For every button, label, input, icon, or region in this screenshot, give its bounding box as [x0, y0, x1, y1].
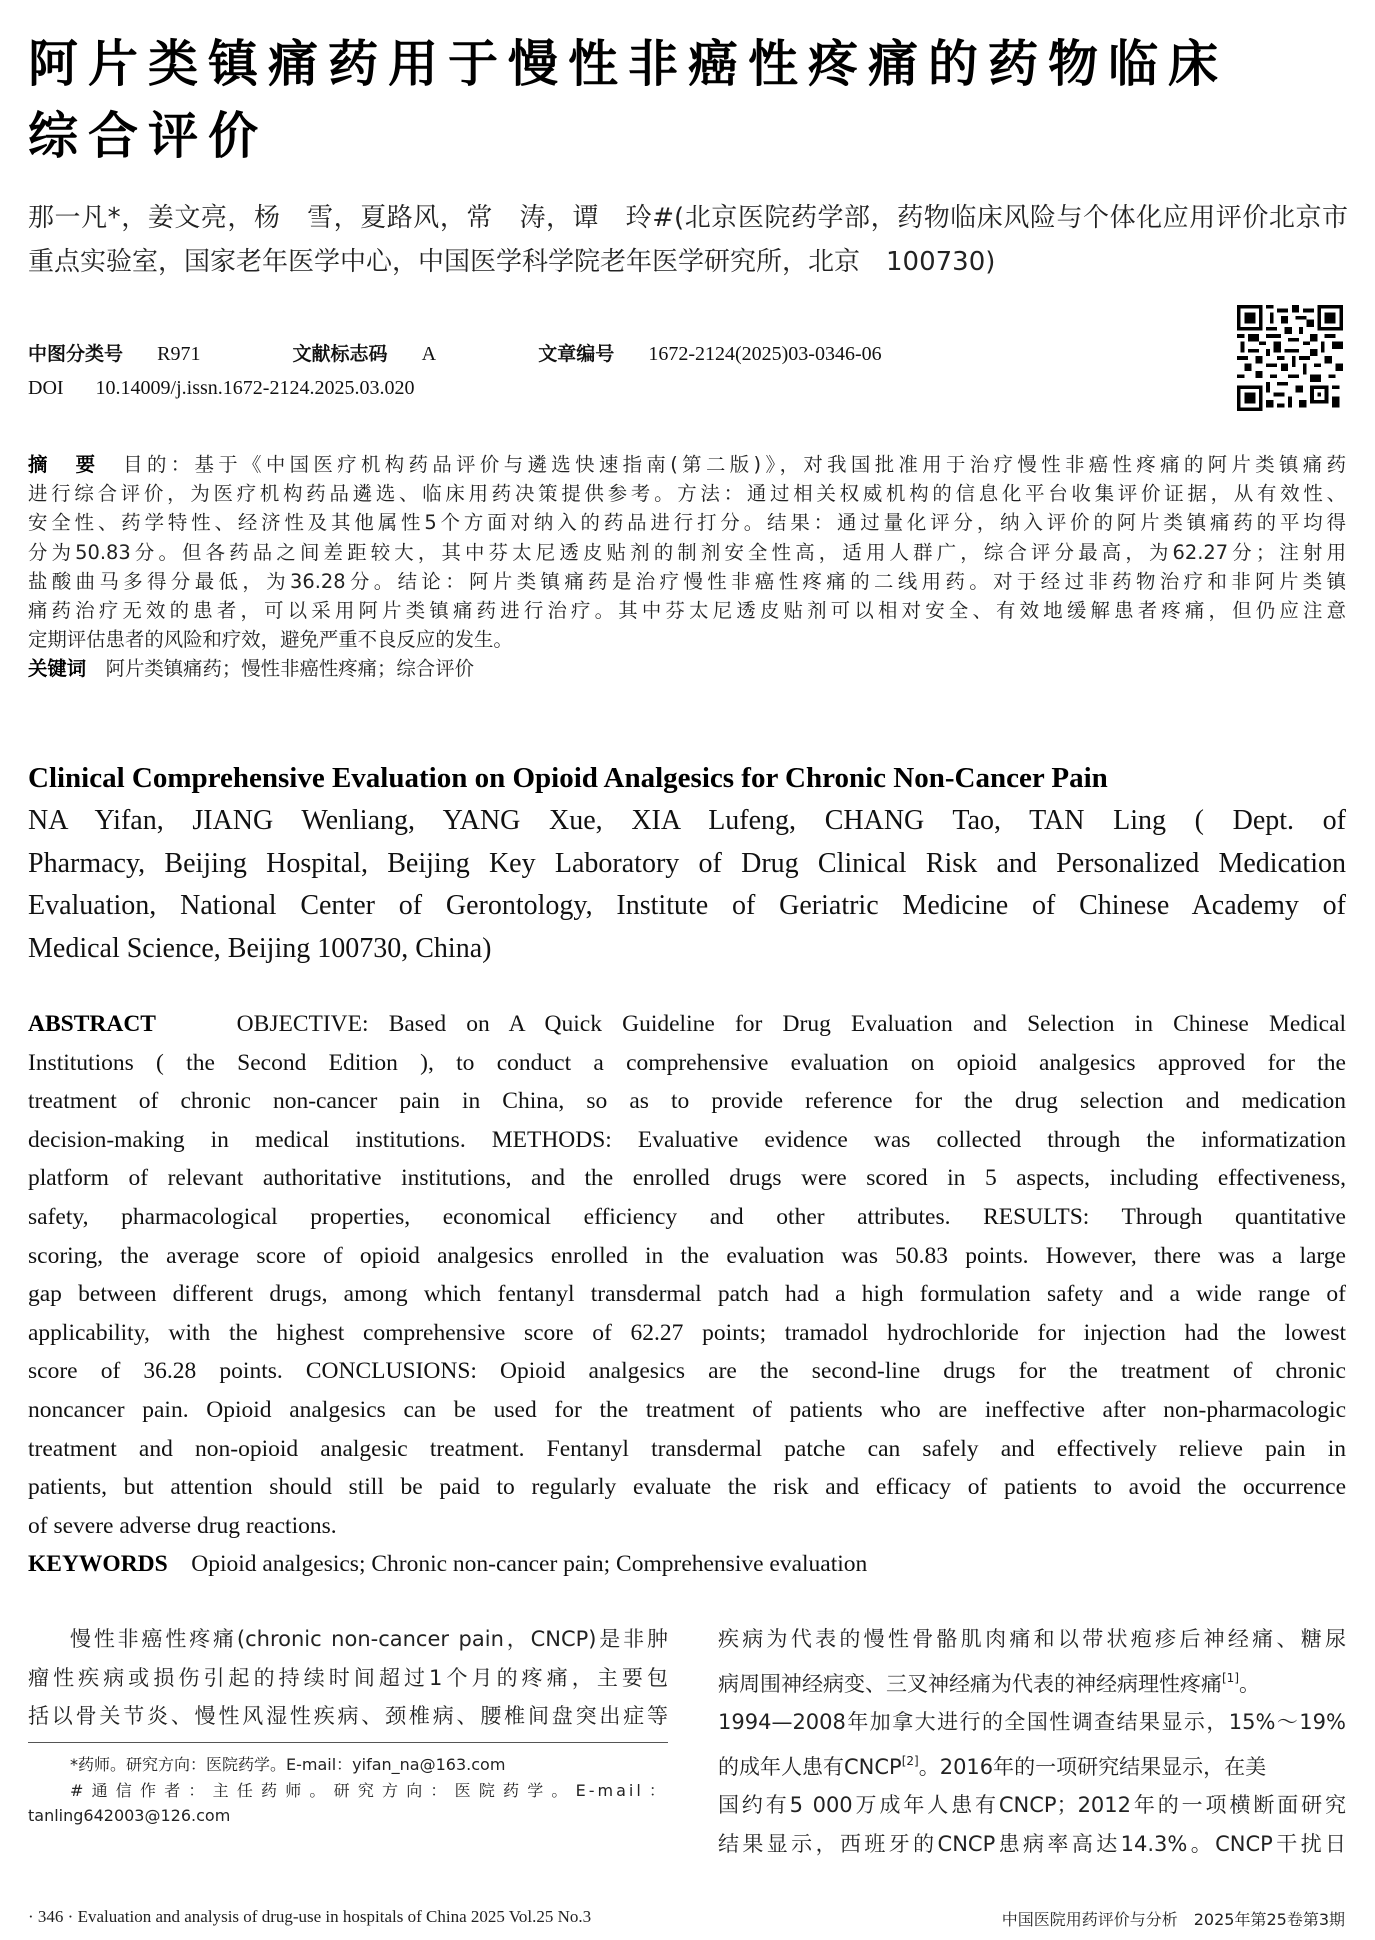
page-footer-left: · 346 · Evaluation and analysis of drug-use in hospitals of China 2025 Vol.25 No.3	[28, 1907, 592, 1926]
abstract-en-line: scoring, the average score of opioid analgesics enrolled in the evaluation was 50.83 points. However, there was a large	[28, 1242, 1346, 1269]
abstract-en-line: of severe adverse drug reactions.	[28, 1512, 337, 1539]
authors-en-line: Evaluation, National Center of Gerontology, Institute of Geriatric Medicine of Chinese Academy of	[28, 890, 1346, 921]
abstract-zh-line: 分为50.83分。但各药品之间差距较大，其中芬太尼透皮贴剂的制剂安全性高，适用人群广，综合评分最高，为62.27分；注射用	[28, 540, 1346, 564]
footnote-corresponding: #通信作者：主任药师。研究方向：医院药学。E-mail：	[70, 1780, 668, 1800]
abstract-en-line: Institutions ( the Second Edition ), to conduct a comprehensive evaluation on opioid analgesics approved for the	[28, 1049, 1346, 1076]
article-title-zh	[28, 28, 1348, 172]
body-line: 括以骨关节炎、慢性风湿性疾病、颈椎病、腰椎间盘突出症等	[28, 1704, 668, 1728]
body-line: 的成年人患有CNCP[2]。2016年的一项研究结果显示，在美	[718, 1753, 1267, 1779]
body-line: 1994—2008年加拿大进行的全国性调查结果显示，15%～19%	[718, 1710, 1346, 1734]
keywords-zh-label: 关键词	[28, 657, 87, 681]
abstract-en-line: platform of relevant authoritative institutions, and the enrolled drugs were scored in 5 aspects, including effectiveness,	[28, 1165, 1346, 1192]
abstract-en	[28, 1005, 1346, 1584]
doc-code-label: 文献标志码	[292, 343, 388, 365]
abstract-zh-line: 安全性、药学特性、经济性及其他属性5个方面对纳入的药品进行打分。结果：通过量化评分，纳入评价的阿片类镇痛药的平均得	[28, 511, 1346, 535]
abstract-en-line: score of 36.28 points. CONCLUSIONS: Opioid analgesics are the second-line drugs for the treatment of chronic	[28, 1358, 1346, 1385]
abstract-zh-line: 痛药治疗无效的患者，可以采用阿片类镇痛药进行治疗。其中芬太尼透皮贴剂可以相对安全、有效地缓解患者疼痛，但仍应注意	[28, 599, 1346, 623]
footnote-email[interactable]: tanling642003@126.com	[28, 1806, 231, 1825]
doi-row	[28, 377, 414, 400]
authors-affiliation-zh	[28, 196, 1348, 284]
classification-row	[28, 339, 882, 366]
authors-en-line: Medical Science, Beijing 100730, China)	[28, 932, 492, 964]
body-column-left	[28, 1620, 668, 1736]
keywords-zh	[28, 654, 1346, 683]
article-no-value: 1672-2124(2025)03-0346-06	[648, 343, 882, 365]
title-line: 阿片类镇痛药用于慢性非癌性疼痛的药物临床	[28, 35, 1228, 93]
authors-en-line: NA Yifan, JIANG Wenliang, YANG Xue, XIA Lufeng, CHANG Tao, TAN Ling ( Dept. of	[28, 805, 1346, 836]
footnote-author: *药师。研究方向：医院药学。E-mail：yifan_na@163.com	[70, 1755, 506, 1774]
footnote-divider	[28, 1742, 668, 1743]
abstract-en-line: applicability, with the highest comprehensive score of 62.27 points; tramadol hydrochloride for injection had the lowest	[28, 1319, 1346, 1346]
keywords-en	[28, 1545, 1346, 1584]
abstract-en-line: treatment of chronic non-cancer pain in China, so as to provide reference for the drug selection and medication	[28, 1088, 1346, 1115]
doi-label: DOI	[28, 377, 64, 399]
clc-label: 中图分类号	[28, 343, 124, 365]
abstract-zh-label: 摘 要	[28, 453, 100, 476]
body-line: 疾病为代表的慢性骨骼肌肉痛和以带状疱疹后神经痛、糖尿	[718, 1627, 1346, 1651]
keywords-zh-value: 阿片类镇痛药；慢性非癌性疼痛；综合评价	[105, 657, 474, 681]
qr-code-icon[interactable]	[1236, 305, 1344, 411]
body-line: 结果显示，西班牙的CNCP患病率高达14.3%。CNCP干扰日	[718, 1831, 1346, 1856]
authors-affiliation-en	[28, 800, 1346, 970]
abstract-en-line: noncancer pain. Opioid analgesics can be used for the treatment of patients who are ineffective after non-pharmacologic	[28, 1396, 1346, 1423]
body-line: 慢性非癌性疼痛(chronic non-cancer pain，CNCP)是非肿	[70, 1627, 668, 1651]
citation-ref-2[interactable]: [2]	[901, 1753, 919, 1768]
body-line: 病周围神经病变、三叉神经痛为代表的神经病理性疼痛[1]。	[718, 1670, 1260, 1696]
authors-line: 重点实验室，国家老年医学中心，中国医学科学院老年医学研究所，北京 100730)	[28, 247, 996, 277]
body-column-right	[718, 1620, 1346, 1863]
keywords-en-value: Opioid analgesics; Chronic non-cancer pain; Comprehensive evaluation	[191, 1551, 868, 1578]
doi-value[interactable]: 10.14009/j.issn.1672-2124.2025.03.020	[95, 377, 415, 399]
abstract-en-line: gap between different drugs, among which fentanyl transdermal patch had a high formulation safety and a wide range of	[28, 1281, 1346, 1308]
abstract-en-line: ABSTRACT OBJECTIVE: Based on A Quick Guideline for Drug Evaluation and Selection in Chinese Medical	[28, 1011, 1346, 1037]
abstract-zh	[28, 450, 1346, 684]
abstract-zh-line: 定期评估患者的风险和疗效，避免严重不良反应的发生。	[28, 628, 513, 652]
doc-code-value: A	[421, 343, 437, 365]
body-line: 瘤性疾病或损伤引起的持续时间超过1个月的疼痛，主要包	[28, 1665, 668, 1690]
article-title-en: Clinical Comprehensive Evaluation on Opioid Analgesics for Chronic Non-Cancer Pain	[28, 762, 1108, 794]
article-no-label: 文章编号	[538, 343, 615, 365]
abstract-zh-line: 进行综合评价，为医疗机构药品遴选、临床用药决策提供参考。方法：通过相关权威机构的信息化平台收集评价证据，从有效性、	[28, 482, 1346, 506]
clc-value: R971	[157, 343, 201, 365]
page-footer-right: 中国医院用药评价与分析 2025年第25卷第3期	[1001, 1910, 1345, 1929]
title-line: 综合评价	[28, 107, 268, 165]
authors-line: 那一凡*，姜文亮，杨 雪，夏路风，常 涛，谭 玲#(北京医院药学部，药物临床风险与个体化应用评价北京市	[28, 203, 1348, 233]
abstract-en-line: safety, pharmacological properties, economical efficiency and other attributes. RESULTS: Through quantitative	[28, 1203, 1346, 1230]
abstract-en-label: ABSTRACT	[28, 1011, 156, 1037]
abstract-en-line: decision-making in medical institutions. METHODS: Evaluative evidence was collected through the informatization	[28, 1126, 1346, 1153]
keywords-en-label: KEYWORDS	[28, 1551, 168, 1578]
authors-en-line: Pharmacy, Beijing Hospital, Beijing Key Laboratory of Drug Clinical Risk and Personalized Medication	[28, 847, 1346, 879]
abstract-zh-line: 盐酸曲马多得分最低，为36.28分。结论：阿片类镇痛药是治疗慢性非癌性疼痛的二线用药。对于经过非药物治疗和非阿片类镇	[28, 569, 1346, 593]
citation-ref-1[interactable]: [1]	[1222, 1670, 1239, 1685]
abstract-en-line: treatment and non-opioid analgesic treatment. Fentanyl transdermal patche can safely and effectively relieve pain in	[28, 1435, 1346, 1462]
abstract-zh-line: 摘 要 目的：基于《中国医疗机构药品评价与遴选快速指南(第二版)》，对我国批准用于治疗慢性非癌性疼痛的阿片类镇痛药	[28, 453, 1346, 476]
body-line: 国约有5 000万成年人患有CNCP；2012年的一项横断面研究	[718, 1793, 1346, 1817]
footnotes	[28, 1752, 668, 1829]
abstract-en-line: patients, but attention should still be paid to regularly evaluate the risk and efficacy of patients to avoid the occurrence	[28, 1474, 1346, 1501]
